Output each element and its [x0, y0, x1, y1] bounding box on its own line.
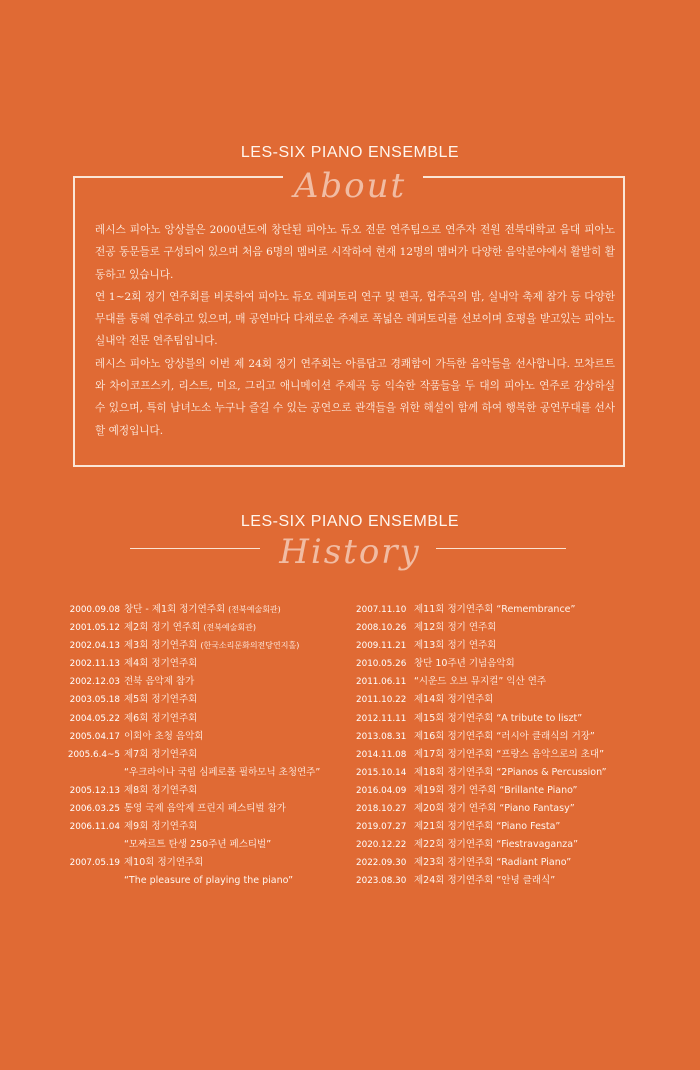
entry-venue: (전북예술회관): [228, 605, 281, 614]
history-entry: [356, 836, 607, 854]
history-entry: [356, 655, 607, 673]
entry-text: 제6회 정기연주회: [124, 712, 198, 724]
entry-date: 2001.05.12: [69, 623, 120, 634]
entry-text: 제10회 정기연주회: [124, 857, 204, 869]
entry-date: 2011.06.11: [356, 677, 407, 688]
entry-date: 2000.09.08: [69, 605, 120, 615]
history-entry: [356, 818, 607, 836]
entry-date: 2010.05.26: [356, 659, 407, 670]
history-entry: [64, 800, 320, 818]
history-script-title: History: [279, 532, 421, 572]
history-entry: [64, 746, 320, 764]
entry-text: 제12회 정기 연주회: [414, 622, 497, 634]
entry-date: 2022.09.30: [356, 858, 407, 869]
entry-venue: (한국소리문화의전당연지홀): [200, 641, 300, 651]
entry-text: 제13회 정기 연주회: [414, 640, 497, 652]
entry-date: 2018.10.27: [356, 804, 407, 815]
entry-date: 2015.10.14: [356, 767, 407, 778]
entry-text: 제5회 정기연주회: [124, 694, 198, 706]
history-entry: [356, 637, 607, 655]
entry-date: 2007.11.10: [356, 605, 407, 615]
entry-date: 2005.04.17: [69, 731, 120, 742]
history-entry: [356, 619, 607, 637]
about-text: [95, 219, 615, 442]
entry-text: 제22회 정기연주회 “Fiestravaganza”: [414, 839, 578, 851]
entry-date: 2013.08.31: [356, 731, 407, 742]
history-entry: [356, 872, 607, 890]
entry-date: 2011.10.22: [356, 695, 407, 706]
entry-text: 제24회 정기연주회 “안녕 클래식”: [414, 875, 556, 887]
history-entry: [64, 655, 320, 673]
entry-venue: (전북예술회관): [203, 623, 256, 633]
history-entry-continuation: [64, 764, 320, 782]
entry-date: 2002.11.13: [69, 659, 120, 670]
history-entry: [356, 746, 607, 764]
history-entry: [64, 601, 320, 619]
entry-text: 제2회 정기 연주회: [124, 622, 201, 634]
entry-date: 2012.11.11: [356, 713, 407, 724]
entry-text: 창단 10주년 기념음악회: [414, 658, 515, 670]
history-entry: [64, 691, 320, 709]
entry-date: 2007.05.19: [69, 858, 120, 869]
history-heading: LES-SIX PIANO ENSEMBLE: [240, 513, 460, 530]
entry-date: 2003.05.18: [69, 695, 120, 706]
history-entry: [64, 782, 320, 800]
entry-text: 전북 음악제 참가: [124, 676, 195, 688]
about-paragraph-3: 레시스 피아노 앙상블의 이번 제 24회 정기 연주회는 아름답고 경쾌함이 가득한 음악들을 선사합니다. 모차르트와 차이코프스키, 리스트, 미요, 그리고 애니메이션 주제곡 등 익숙한 작품들을 두 대의 피아노 연주로 감상하실 수 있으며, 특히 남녀노소 누구나 즐길 수 있는 공연으로 관객들을 위한 해설이 함께 하여 행복한 공연무대를 선사할 예정입니다.: [95, 357, 615, 437]
history-entry: [64, 637, 320, 655]
entry-date: 2009.11.21: [356, 641, 407, 652]
entry-text: “모짜르트 탄생 250주년 페스티벌”: [124, 839, 272, 851]
entry-date: 2002.12.03: [69, 677, 120, 688]
entry-date: 2020.12.22: [356, 840, 407, 851]
entry-text: 통영 국제 음악제 프린지 페스티벌 참가: [124, 803, 286, 815]
entry-text: 제9회 정기연주회: [124, 821, 198, 833]
history-entry: [356, 710, 607, 728]
entry-date: 2014.11.08: [356, 749, 407, 760]
entry-text: “시운드 오브 뮤지컬” 익산 연주: [414, 676, 547, 688]
entry-date: 2006.11.04: [69, 822, 120, 833]
entry-text: 이회아 초청 음악회: [124, 730, 204, 742]
history-entry: [64, 673, 320, 691]
entry-text: 제11회 정기연주회 “Remembrance”: [414, 604, 576, 615]
entry-text: 제21회 정기연주회 “Piano Festa”: [414, 821, 561, 833]
entry-date: 2005.12.13: [69, 785, 120, 796]
entry-date: 2008.10.26: [356, 623, 407, 634]
history-entry-continuation: [64, 836, 320, 854]
entry-date: 2005.6.4~5: [67, 749, 120, 760]
about-paragraph-1: 레시스 피아노 앙상블은 2000년도에 창단된 피아노 듀오 전문 연주팀으로 연주자 전원 전북대학교 음대 피아노 전공 동문들로 구성되어 있으며 처음 6명의 멤버로 시작하여 현재 12명의 멤버가 다양한 음악분야에서 활발히 활동하고 있습니다.: [95, 224, 615, 281]
history-entry: [356, 601, 607, 619]
entry-text: 제14회 정기연주회: [414, 694, 494, 706]
entry-text: 제23회 정기연주회 “Radiant Piano”: [414, 857, 572, 869]
history-entry: [64, 710, 320, 728]
entry-text: 제17회 정기연주회 “프랑스 음악으로의 초대”: [414, 748, 605, 760]
entry-date: 2004.05.22: [69, 713, 120, 724]
entry-date: 2006.03.25: [69, 804, 120, 815]
entry-text: 제4회 정기연주회: [124, 658, 198, 670]
history-entry: [64, 619, 320, 637]
entry-text: 제7회 정기연주회: [124, 748, 198, 760]
history-entry: [64, 854, 320, 872]
history-entry: [356, 800, 607, 818]
history-entry: [64, 818, 320, 836]
entry-date: 2019.07.27: [356, 822, 407, 833]
about-paragraph-2: 연 1~2회 정기 연주회를 비롯하여 피아노 듀오 레퍼토리 연구 및 편곡, 협주곡의 밤, 실내악 축제 참가 등 다양한 무대를 통해 연주하고 있으며, 매 공연마다 다채로운 주제로 폭넓은 레퍼토리를 선보이며 호평을 받고있는 피아노 실내악 전문 연주팀입니다.: [95, 290, 615, 348]
entry-text: 제20회 정기 연주회 “Piano Fantasy”: [414, 803, 575, 815]
history-left-column: [64, 601, 320, 891]
entry-text: “The pleasure of playing the piano”: [124, 875, 293, 887]
entry-text: “우크라이나 국립 심페로폴 필하모닉 초청연주”: [124, 766, 321, 778]
entry-date: 2023.08.30: [356, 876, 407, 887]
entry-date: 2002.04.13: [69, 641, 120, 652]
entry-text: 제15회 정기연주회 “A tribute to liszt”: [414, 712, 583, 724]
history-right-column: [356, 601, 607, 891]
history-entry: [64, 728, 320, 746]
entry-text: 제16회 정기연주회 “러시아 클래식의 거장”: [414, 730, 595, 742]
entry-text: 창단 - 제1회 정기연주회: [124, 604, 226, 615]
entry-text: 제8회 정기연주회: [124, 784, 198, 796]
entry-text: 제3회 정기연주회: [124, 640, 198, 652]
about-heading: LES-SIX PIANO ENSEMBLE: [240, 144, 460, 161]
history-entry: [356, 854, 607, 872]
history-entry-continuation: [64, 872, 320, 890]
entry-text: 제19회 정기 연주회 “Brillante Piano”: [414, 784, 578, 796]
history-entry: [356, 728, 607, 746]
entry-text: 제18회 정기연주회 “2Pianos & Percussion”: [414, 766, 607, 778]
about-script-title: About: [293, 166, 407, 206]
history-entry: [356, 673, 607, 691]
history-entry: [356, 782, 607, 800]
entry-date: 2016.04.09: [356, 785, 407, 796]
history-entry: [356, 691, 607, 709]
history-entry: [356, 764, 607, 782]
